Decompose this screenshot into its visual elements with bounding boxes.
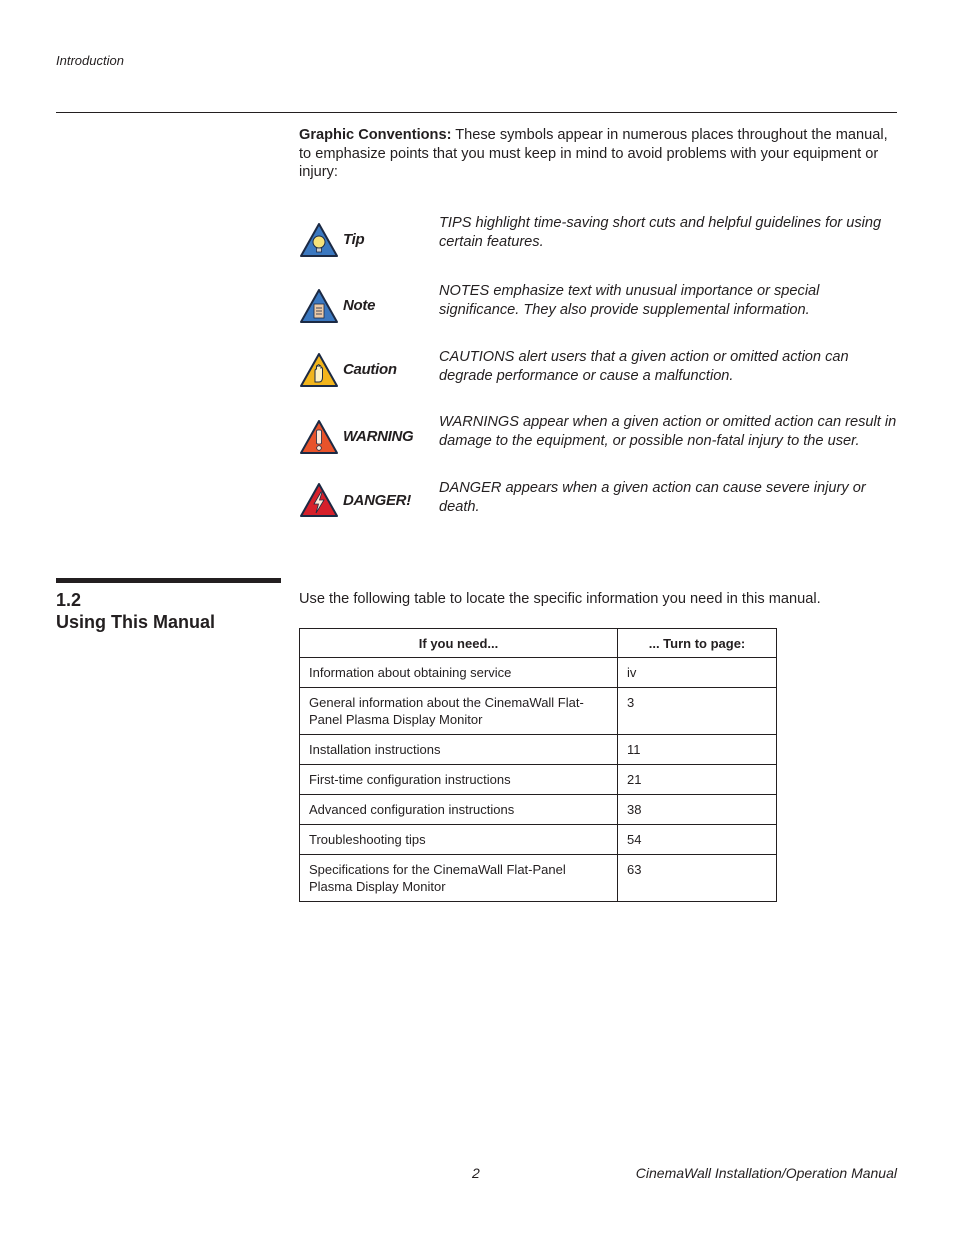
danger-icon [299,482,339,518]
topic-cell: Information about obtaining service [300,658,618,688]
topic-cell: Specifications for the CinemaWall Flat-Panel Plasma Display Monitor [300,855,618,902]
page-cell: 21 [618,765,777,795]
section-rule [56,578,281,583]
header-turn-to-page: ... Turn to page: [618,629,777,658]
convention-caution [299,348,899,398]
tip-icon [299,222,339,258]
caution-icon [299,352,339,388]
page-cell: 63 [618,855,777,902]
section-number: 1.2 [56,590,82,610]
topic-cell: General information about the CinemaWall Flat-Panel Plasma Display Monitor [300,688,618,735]
header-rule [56,112,897,113]
warning-icon [299,419,339,455]
tip-description: TIPS highlight time-saving short cuts and helpful guidelines for using certain features. [439,215,882,250]
page-cell: 38 [618,795,777,825]
page-cell: iv [618,658,777,688]
warning-description: WARNINGS appear when a given action or omitted action can result in damage to the equipment, or possible non-fatal injury to the user. [439,414,897,449]
table-row [300,825,777,855]
table-row [300,795,777,825]
table-row [300,658,777,688]
warning-label: WARNING [343,428,414,445]
topic-cell: Troubleshooting tips [300,825,618,855]
section-title: Using This Manual [56,612,216,632]
topic-cell: Installation instructions [300,735,618,765]
caution-label: Caution [343,361,397,378]
table-header-row [300,629,777,658]
page-number: 2 [472,1165,480,1181]
table-row [300,688,777,735]
convention-tip [299,214,899,264]
note-description: NOTES emphasize text with unusual importance or special significance. They also provide supplemental information. [439,283,820,318]
convention-note [299,282,899,332]
header-if-you-need: If you need... [300,629,618,658]
running-header: Introduction [56,53,124,68]
graphic-conventions-label: Graphic Conventions: [299,127,452,143]
topic-cell: First-time configuration instructions [300,765,618,795]
danger-description: DANGER appears when a given action can cause severe injury or death. [439,480,866,515]
graphic-conventions-text: These symbols appear in numerous places throughout the manual, to emphasize points that you must keep in mind to avoid problems with your equipment or injury: [299,127,888,180]
page-cell: 11 [618,735,777,765]
footer-manual-title: CinemaWall Installation/Operation Manual [635,1165,897,1181]
topic-cell: Advanced configuration instructions [300,795,618,825]
note-icon [299,288,339,324]
danger-label: DANGER! [343,492,411,509]
table-row [300,855,777,902]
page-reference-table [299,628,777,902]
convention-danger [299,479,899,529]
note-label: Note [343,297,376,314]
tip-label: Tip [343,231,365,248]
table-row [300,735,777,765]
table-row [300,765,777,795]
graphic-conventions-intro [299,126,889,182]
page-cell: 3 [618,688,777,735]
convention-warning [299,413,899,463]
caution-description: CAUTIONS alert users that a given action or omitted action can degrade performance or cause a malfunction. [439,349,849,384]
page-cell: 54 [618,825,777,855]
table-intro-text: Use the following table to locate the specific information you need in this manual. [299,591,821,607]
